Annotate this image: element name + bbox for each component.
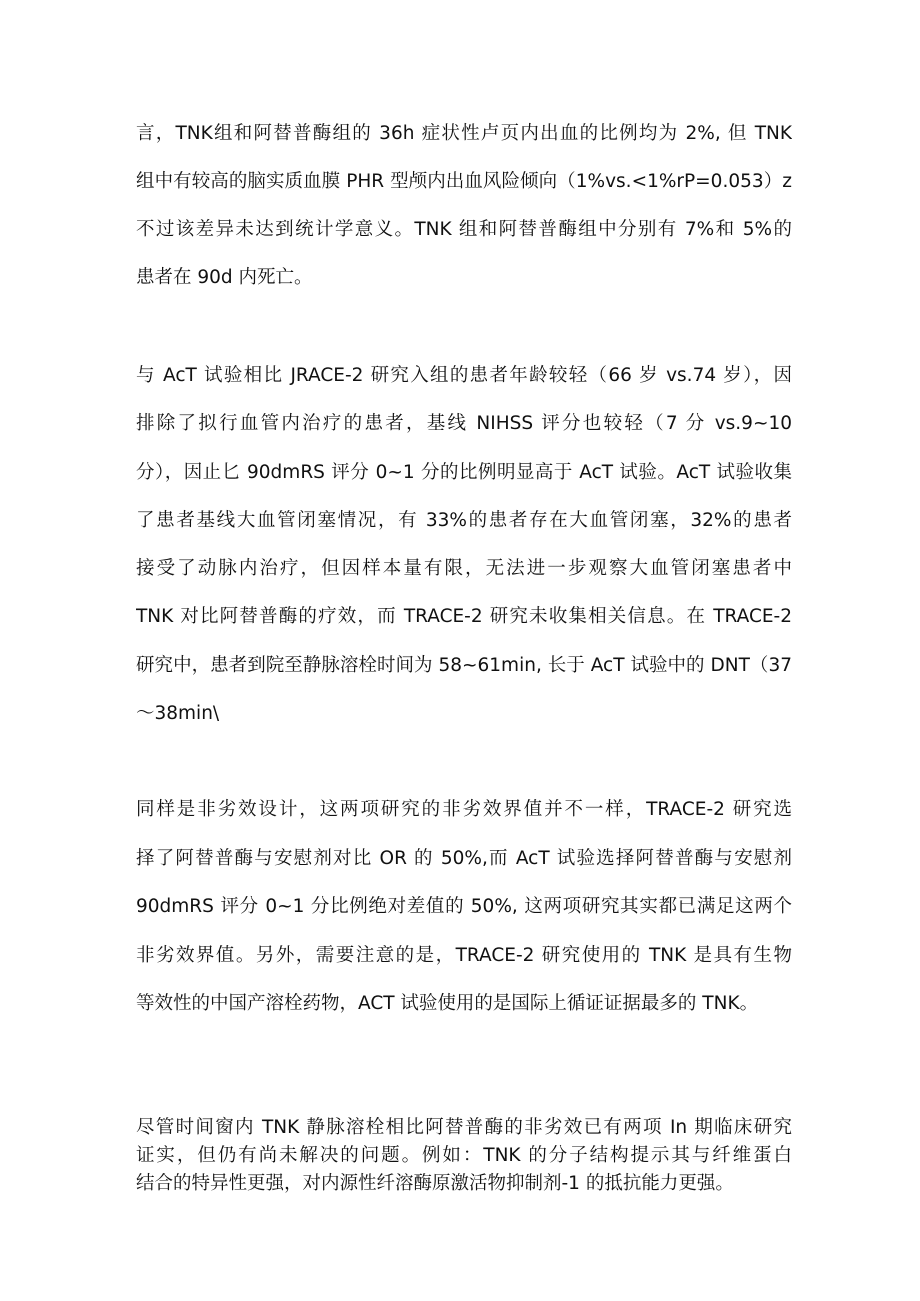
paragraph-4 — [136, 1114, 792, 1198]
text-line: 证实，但仍有尚未解决的问题。例如：TNK 的分子结构提示其与纤维蛋白 — [136, 1145, 792, 1166]
text-line: 接受了动脉内治疗，但因样本量有限，无法进一步观察大血管闭塞患者中 — [136, 558, 792, 580]
text-line: 不过该差异未达到统计学意义。TNK 组和阿替普酶组中分别有 7%和 5%的 — [136, 219, 792, 240]
paragraph-1 — [136, 116, 792, 308]
text-line: TNK 对比阿替普酶的疗效，而 TRACE-2 研究未收集相关信息。在 TRACE-2 — [136, 606, 792, 628]
paragraph-2 — [136, 358, 792, 744]
text-line: ～38min\ — [136, 703, 220, 725]
text-line: 尽管时间窗内 TNK 静脉溶栓相比阿替普酶的非劣效已有两项 In 期临床研究 — [136, 1117, 792, 1138]
text-line: 非劣效界值。另外，需要注意的是，TRACE-2 研究使用的 TNK 是具有生物 — [136, 944, 792, 966]
text-line: 90dmRS 评分 0~1 分比例绝对差值的 50%, 这两项研究其实都已满足这两个 — [136, 896, 792, 917]
text-line: 与 AcT 试验相比 JRACE-2 研究入组的患者年龄较轻（66 岁 vs.74 岁），因 — [136, 365, 792, 386]
text-line: 择了阿替普酶与安慰剂对比 OR 的 50%,而 AcT 试验选择阿替普酶与安慰剂 — [136, 847, 792, 869]
text-line: 等效性的中国产溶栓药物，ACT 试验使用的是国际上循证证据最多的 TNK。 — [136, 993, 759, 1014]
text-line: 言，TNK组和阿替普酶组的 36h 症状性卢页内出血的比例均为 2%, 但 TNK — [136, 123, 792, 144]
text-line: 分），因止匕 90dmRS 评分 0~1 分的比例明显高于 AcT 试验。AcT 试验收集 — [136, 461, 792, 483]
text-line: 研究中，患者到院至静脉溶栓时间为 58~61min, 长于 AcT 试验中的 DNT（37 — [136, 654, 792, 676]
paragraph-3 — [136, 792, 792, 1035]
text-line: 了患者基线大血管闭塞情况，有 33%的患者存在大血管闭塞，32%的患者 — [136, 509, 792, 531]
text-line: 排除了拟行血管内治疗的患者，基线 NIHSS 评分也较轻（7 分 vs.9~10 — [136, 413, 792, 435]
text-line: 组中有较高的脑实质血膜 PHR 型颅内出血风险倾向（1%vs.<1%rP=0.053）z — [136, 171, 792, 192]
text-line: 同样是非劣效设计，这两项研究的非劣效界值并不一样，TRACE-2 研究选 — [136, 799, 792, 820]
text-line: 患者在 90d 内死亡。 — [136, 267, 313, 288]
text-line: 结合的特异性更强，对内源性纤溶酶原激活物抑制剂-1 的抵抗能力更强。 — [136, 1173, 734, 1194]
